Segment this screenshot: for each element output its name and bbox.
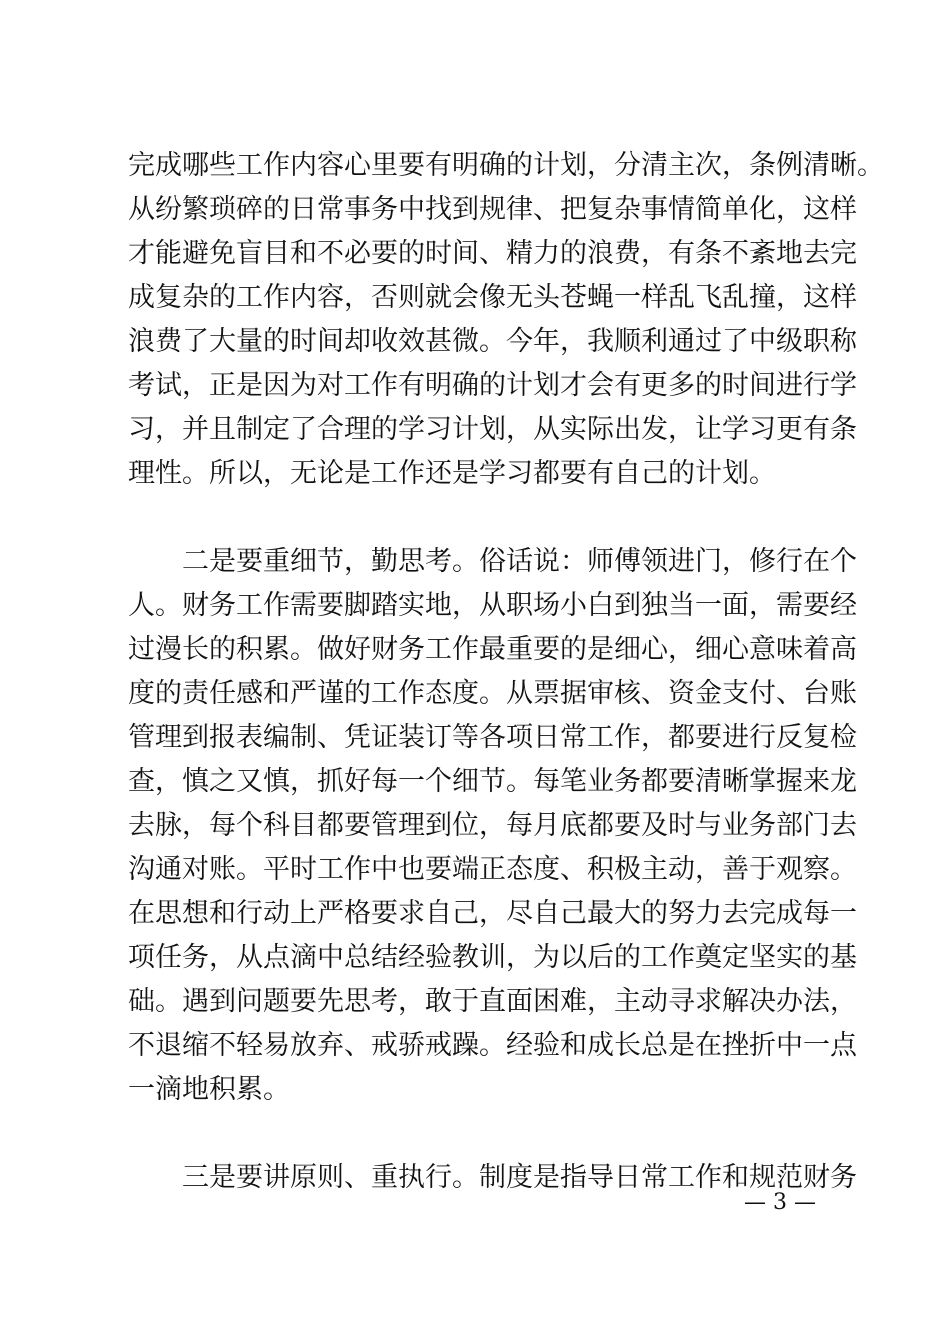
paragraph-start-line: 三是要讲原则、重执行。制度是指导日常工作和规范财务 <box>182 1162 857 1193</box>
text-line: 成复杂的工作内容，否则就会像无头苍蝇一样乱飞乱撞，这样 <box>128 282 857 313</box>
text-line: 项任务，从点滴中总结经验教训，为以后的工作奠定坚实的基 <box>128 942 857 973</box>
text-line: 理性。所以，无论是工作还是学习都要有自己的计划。 <box>128 458 776 489</box>
text-line: 完成哪些工作内容心里要有明确的计划，分清主次，条例清晰。 <box>128 150 884 181</box>
text-line: 管理到报表编制、凭证装订等各项日常工作，都要进行反复检 <box>128 722 857 753</box>
text-line: 查，慎之又慎，抓好每一个细节。每笔业务都要清晰掌握来龙 <box>128 766 857 797</box>
text-line: 一滴地积累。 <box>128 1074 290 1105</box>
text-line: 沟通对账。平时工作中也要端正态度、积极主动，善于观察。 <box>128 854 857 885</box>
text-line: 习，并且制定了合理的学习计划，从实际出发，让学习更有条 <box>128 414 857 445</box>
text-line: 才能避免盲目和不必要的时间、精力的浪费，有条不紊地去完 <box>128 238 857 269</box>
text-line: 考试，正是因为对工作有明确的计划才会有更多的时间进行学 <box>128 370 857 401</box>
text-line: 人。财务工作需要脚踏实地，从职场小白到独当一面，需要经 <box>128 590 857 621</box>
text-line: 从纷繁琐碎的日常事务中找到规律、把复杂事情简单化，这样 <box>128 194 857 225</box>
text-line: 在思想和行动上严格要求自己，尽自己最大的努力去完成每一 <box>128 898 857 929</box>
page-number: — 3 — <box>744 1190 816 1215</box>
text-line: 过漫长的积累。做好财务工作最重要的是细心，细心意味着高 <box>128 634 857 665</box>
text-line: 础。遇到问题要先思考，敢于直面困难，主动寻求解决办法， <box>128 986 857 1017</box>
paragraph-start-line: 二是要重细节，勤思考。俗话说：师傅领进门，修行在个 <box>182 546 857 577</box>
text-line: 浪费了大量的时间却收效甚微。今年，我顺利通过了中级职称 <box>128 326 857 357</box>
text-line: 去脉，每个科目都要管理到位，每月底都要及时与业务部门去 <box>128 810 857 841</box>
text-line: 度的责任感和严谨的工作态度。从票据审核、资金支付、台账 <box>128 678 857 709</box>
text-line: 不退缩不轻易放弃、戒骄戒躁。经验和成长总是在挫折中一点 <box>128 1030 857 1061</box>
